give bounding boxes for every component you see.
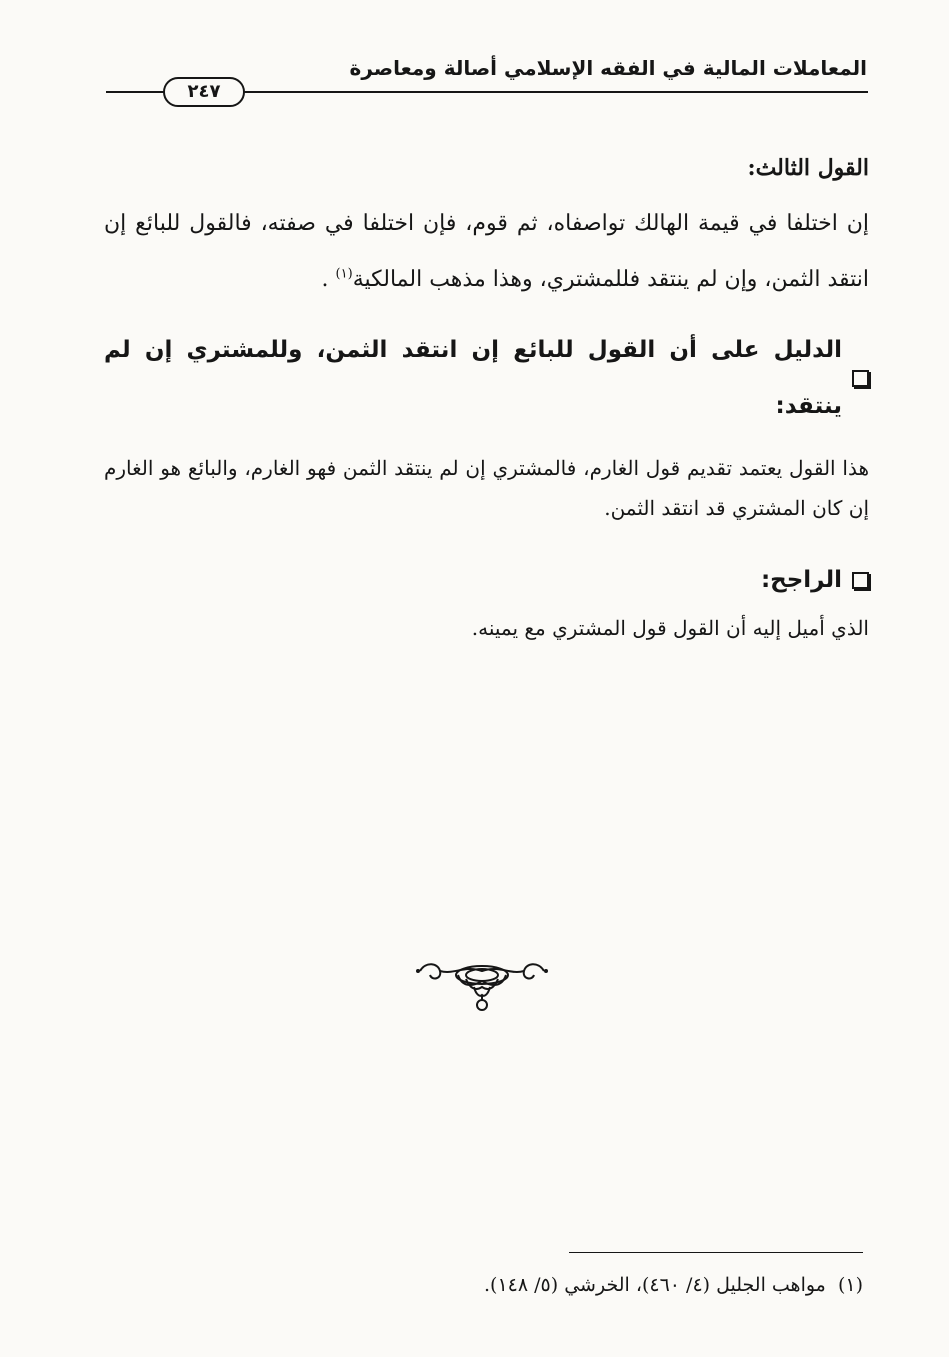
- square-bullet-icon: [852, 370, 869, 387]
- footnote-number: (١): [837, 1274, 863, 1296]
- footnote: [163, 1270, 863, 1300]
- square-bullet-icon: [852, 572, 869, 589]
- evidence-text: هذا القول يعتمد تقديم قول الغارم، فالمشتري إن لم ينتقد الثمن فهو الغارم، والبائع هو الغارم إن كان المشتري قد انتقد الثمن.: [104, 456, 869, 520]
- third-opinion-end: .: [321, 267, 329, 292]
- footnote-reference[interactable]: (١): [335, 266, 353, 282]
- flourish-ornament-icon: [410, 955, 554, 1017]
- preferred-heading: [104, 552, 869, 608]
- evidence-heading-label: الدليل على أن القول للبائع إن انتقد الثمن، وللمشتري إن لم ينتقد:: [104, 337, 842, 419]
- running-title: المعاملات المالية في الفقه الإسلامي أصالة ومعاصرة: [349, 56, 867, 80]
- footnote-text: مواهب الجليل (٤/ ٤٦٠)، الخرشي (٥/ ١٤٨).: [484, 1274, 826, 1296]
- preferred-text: الذي أميل إليه أن القول قول المشتري مع يمينه.: [471, 616, 869, 640]
- third-opinion-text: [104, 196, 869, 308]
- third-opinion-heading: القول الثالث:: [747, 155, 869, 181]
- page-body: [104, 140, 869, 648]
- page-number: ٢٤٧: [163, 77, 245, 107]
- third-opinion-body: إن اختلفا في قيمة الهالك تواصفاه، ثم قوم، فإن اختلفا في صفته، فالقول للبائع إن انتقد الثمن، وإن لم ينتقد فللمشتري، وهذا مذهب المالكية: [104, 211, 869, 292]
- evidence-heading: [104, 322, 869, 434]
- preferred-heading-label: الراجح:: [760, 567, 842, 593]
- footnote-rule: [569, 1252, 863, 1253]
